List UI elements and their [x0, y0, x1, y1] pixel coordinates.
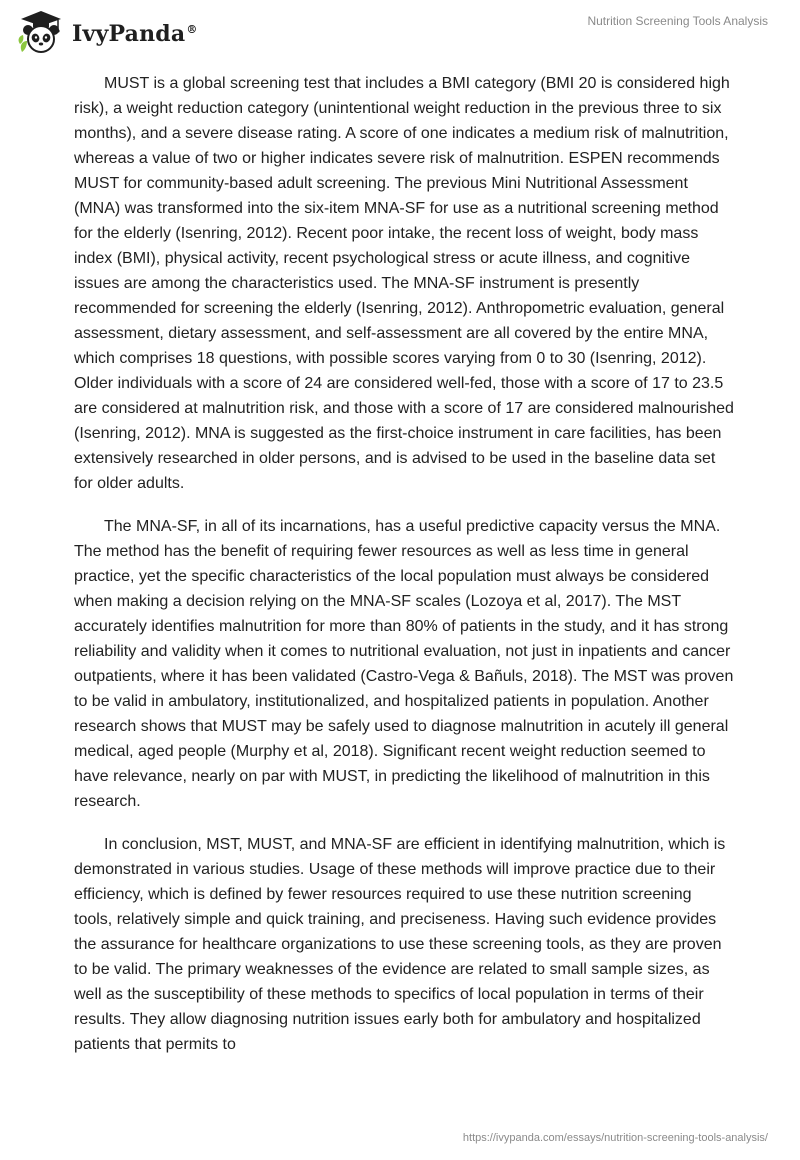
paragraph-1: MUST is a global screening test that includes a BMI category (BMI 20 is considered high risk), a weight reduction category (unintentional weight reduction in the previous three to six months), and a severe disease rating. A score of one indicates a medium risk of malnutrition, whereas a value of two or higher indicates severe risk of malnutrition. ESPEN recommends MUST for community-based adult screening. The previous Mini Nutritional Assessment (MNA) was transformed into the six-item MNA-SF for use as a nutritional screening method for the elderly (Isenring, 2012). Recent poor intake, the recent loss of weight, body mass index (BMI), physical activity, recent psychological stress or acute illness, and cognitive issues are among the characteristics used. The MNA-SF instrument is presently recommended for screening the elderly (Isenring, 2012). Anthropometric evaluation, general assessment, dietary assessment, and self-assessment are all covered by the entire MNA, which comprises 18 questions, with possible scores varying from 0 to 30 (Isenring, 2012). Older individuals with a score of 24 are considered well-fed, those with a score of 17 to 23.5 are considered at malnutrition risk, and those with a score of 17 are considered malnourished (Isenring, 2012). MNA is suggested as the first-choice instrument in care facilities, has been extensively researched in older persons, and is advised to be used in the baseline data set for older adults. [74, 75, 734, 492]
brand-name [72, 21, 198, 47]
brand-logo[interactable] [16, 8, 198, 58]
essay-body [74, 71, 734, 1075]
page-header [0, 0, 800, 70]
document-title: Nutrition Screening Tools Analysis [587, 14, 768, 28]
panda-graduate-icon [16, 8, 66, 58]
brand-name-text: IvyPanda [72, 21, 186, 47]
footer-url[interactable]: https://ivypanda.com/essays/nutrition-screening-tools-analysis/ [462, 1132, 768, 1144]
paragraph-2: The MNA-SF, in all of its incarnations, has a useful predictive capacity versus the MNA. The method has the benefit of requiring fewer resources as well as less time in general practice, yet the specific characteristics of the local population must always be considered when making a decision relying on the MNA-SF scales (Lozoya et al, 2017). The MST accurately identifies malnutrition for more than 80% of patients in the study, and it has strong reliability and validity when it comes to nutritional evaluation, not just in inpatients and cancer outpatients, where it has been validated (Castro-Vega & Bañuls, 2018). The MST was proven to be valid in ambulatory, institutionalized, and hospitalized patients in population. Another research shows that MUST may be safely used to diagnose malnutrition in acutely ill general medical, aged people (Murphy et al, 2018). Significant recent weight reduction seemed to have relevance, nearly on par with MUST, in predicting the likelihood of malnutrition in this research. [74, 518, 734, 810]
registered-mark: ® [186, 22, 198, 36]
paragraph-3: In conclusion, MST, MUST, and MNA-SF are efficient in identifying malnutrition, which is demonstrated in various studies. Usage of these methods will improve practice due to their efficiency, which is defined by fewer resources required to use these nutrition screening tools, relatively simple and quick training, and preciseness. Having such evidence provides the assurance for healthcare organizations to use these screening tools, as they are proven to be valid. The primary weaknesses of the evidence are related to small sample sizes, as well as the susceptibility of these methods to specifics of local population in terms of their results. They allow diagnosing nutrition issues early both for ambulatory and hospitalized patients that permits to [74, 836, 726, 1053]
